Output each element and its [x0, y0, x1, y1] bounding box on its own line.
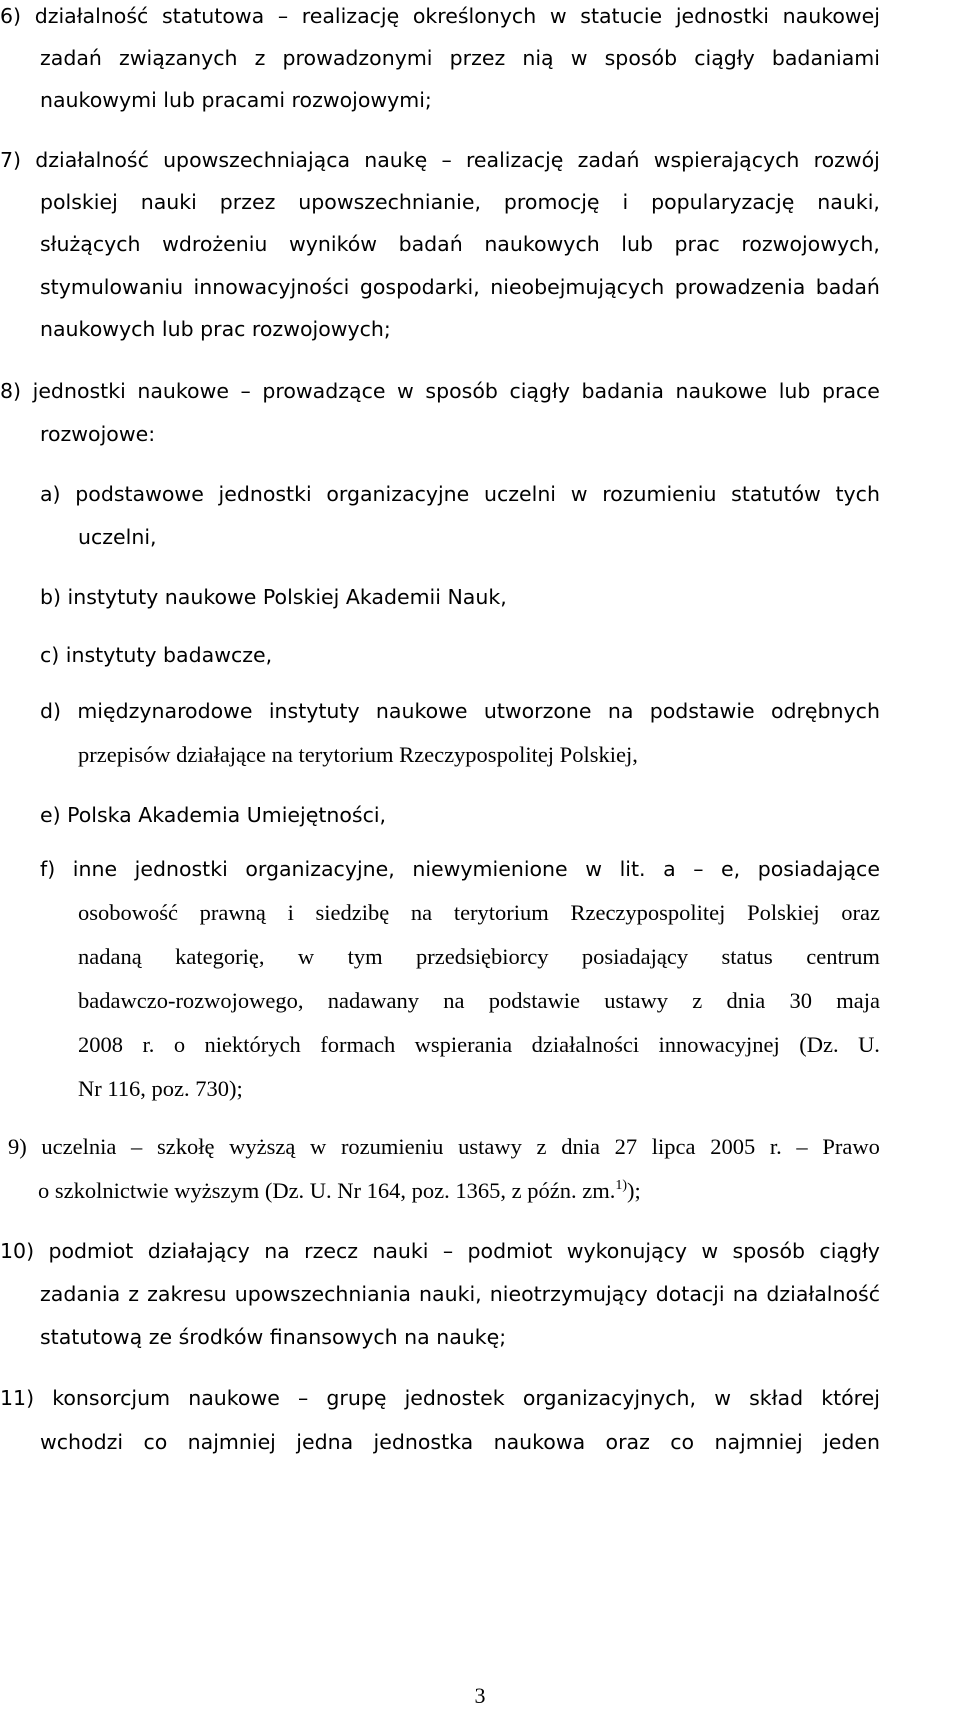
text-line: [40, 1428, 880, 1456]
text-line: [78, 899, 880, 927]
word: nadawany: [327, 988, 419, 1013]
word: sposób: [425, 379, 498, 403]
text-line: uczelni,: [78, 525, 157, 549]
word: –: [441, 148, 452, 172]
word: zakresu: [147, 1282, 227, 1306]
text-line: [40, 480, 880, 508]
word: konsorcjum: [52, 1386, 171, 1410]
word: oraz: [841, 900, 880, 925]
word: grupę: [326, 1386, 387, 1410]
word: –: [442, 1239, 454, 1263]
word: co: [670, 1430, 695, 1454]
word: U.: [858, 1032, 880, 1057]
word: przez: [219, 190, 276, 214]
word: organizacyjnych,: [522, 1386, 697, 1410]
word: tych: [835, 482, 880, 506]
word: a): [40, 482, 61, 506]
word: dotacji: [655, 1282, 725, 1306]
word: niektórych: [204, 1032, 301, 1057]
word: w: [549, 4, 567, 28]
word: w: [714, 1386, 731, 1410]
word: rozumieniu: [340, 1134, 444, 1159]
word: 27: [614, 1134, 638, 1159]
word: posiadające: [757, 857, 880, 881]
text-line: [0, 146, 880, 174]
text-line: Nr 116, poz. 730);: [78, 1076, 243, 1101]
word: podmiot: [48, 1239, 134, 1263]
word: posiadający: [581, 944, 689, 969]
word: centrum: [806, 944, 880, 969]
word: jedna: [296, 1430, 354, 1454]
word: gospodarki,: [359, 275, 480, 299]
word: na: [607, 699, 634, 723]
word: lub: [778, 379, 811, 403]
word: r.: [142, 1032, 155, 1057]
word: 8): [0, 379, 22, 403]
text-line: rozwojowe:: [40, 422, 156, 446]
word: jednostek: [404, 1386, 505, 1410]
word: naukowa: [493, 1430, 586, 1454]
word: realizację: [301, 4, 400, 28]
word: sposób: [732, 1239, 806, 1263]
word: organizacyjne,: [245, 857, 395, 881]
word: nadaną: [78, 944, 142, 969]
word: lit.: [619, 857, 646, 881]
word: ciągły: [694, 46, 755, 70]
word: Prawo: [822, 1134, 880, 1159]
word: siedzibę: [315, 900, 390, 925]
word: stymulowaniu: [40, 275, 184, 299]
word: na: [410, 900, 433, 925]
word: działalność: [35, 148, 149, 172]
word: w: [570, 482, 588, 506]
word: tym: [347, 944, 383, 969]
word: odrębnych: [770, 699, 880, 723]
word: najmniej: [187, 1430, 276, 1454]
word: (Dz.: [799, 1032, 839, 1057]
page-number: 3: [474, 1683, 486, 1708]
word: naukowe: [188, 1386, 280, 1410]
word: dnia: [561, 1134, 600, 1159]
word: zadań: [577, 148, 640, 172]
word: na: [732, 1282, 759, 1306]
text-line: [40, 697, 880, 725]
word: naukowe: [375, 699, 468, 723]
word: międzynarodowe: [77, 699, 253, 723]
word: kategorię,: [175, 944, 265, 969]
word: prowadzonymi: [282, 46, 433, 70]
word: podstawie: [488, 988, 580, 1013]
word: jednostki: [218, 482, 312, 506]
word: lipca: [651, 1134, 696, 1159]
word: działalność: [766, 1282, 880, 1306]
word: jednostka: [373, 1430, 474, 1454]
text-line: statutową ze środków finansowych na naukę;: [40, 1325, 507, 1349]
word: ciągły: [509, 379, 570, 403]
word: w: [397, 379, 414, 403]
word: –: [277, 4, 289, 28]
word: z: [128, 1282, 140, 1306]
word: niewymienione: [412, 857, 568, 881]
word: 11): [0, 1386, 35, 1410]
word: nauki,: [419, 1282, 482, 1306]
word: f): [40, 857, 56, 881]
word: nauki,: [817, 190, 880, 214]
word: naukę: [364, 148, 428, 172]
word: naukowej: [782, 4, 880, 28]
word: utworzone: [483, 699, 592, 723]
word: terytorium: [453, 900, 549, 925]
text-line: [78, 943, 880, 971]
word: z: [692, 988, 703, 1013]
word: badaniami: [771, 46, 880, 70]
word: upowszechniania: [234, 1282, 411, 1306]
word: nauki: [140, 190, 197, 214]
text-line: [78, 1031, 880, 1059]
word: uczelni: [483, 482, 557, 506]
word: –: [297, 1386, 309, 1410]
word: 2005: [710, 1134, 756, 1159]
word: nią: [522, 46, 554, 70]
word: co: [143, 1430, 168, 1454]
word: zadania: [40, 1282, 121, 1306]
word: na: [443, 988, 465, 1013]
word: –: [131, 1134, 143, 1159]
text-segment: );: [627, 1178, 641, 1203]
word: promocję: [503, 190, 600, 214]
word: ciągły: [819, 1239, 880, 1263]
word: w: [570, 46, 588, 70]
word: r.: [769, 1134, 782, 1159]
word: status: [721, 944, 773, 969]
word: oraz: [605, 1430, 650, 1454]
word: jednostki: [32, 379, 126, 403]
word: e,: [721, 857, 741, 881]
word: Polskiej: [747, 900, 820, 925]
word: statutów: [731, 482, 821, 506]
word: 7): [0, 148, 22, 172]
word: d): [40, 699, 62, 723]
text-line: [40, 1280, 880, 1308]
word: formach: [320, 1032, 396, 1057]
text-line: [8, 1133, 880, 1161]
word: najmniej: [714, 1430, 803, 1454]
word: podmiot: [467, 1239, 553, 1263]
word: wdrożeniu: [162, 232, 268, 256]
word: innowacyjnej: [658, 1032, 780, 1057]
text-line: naukowymi lub pracami rozwojowymi;: [40, 88, 432, 112]
word: 9): [8, 1134, 27, 1159]
word: statucie: [580, 4, 663, 28]
text-line: [40, 230, 880, 258]
word: przez: [449, 46, 506, 70]
word: nieobejmujących: [490, 275, 665, 299]
word: maja: [836, 988, 880, 1013]
word: wykonujący: [566, 1239, 687, 1263]
text-line: przepisów działające na terytorium Rzeczypospolitej Polskiej,: [78, 742, 638, 767]
word: upowszechniająca: [163, 148, 351, 172]
text-line: naukowych lub prac rozwojowych;: [40, 317, 391, 341]
word: –: [796, 1134, 808, 1159]
text-line: [38, 1177, 641, 1205]
text-line: [40, 44, 880, 72]
word: badania: [581, 379, 664, 403]
word: wspierających: [653, 148, 800, 172]
text-line: [40, 188, 880, 216]
word: nauki: [372, 1239, 429, 1263]
word: wyników: [288, 232, 378, 256]
word: prowadzące: [262, 379, 386, 403]
word: 6): [0, 4, 22, 28]
word: rozwojowych,: [741, 232, 880, 256]
text-line: [0, 1384, 880, 1412]
word: 30: [789, 988, 812, 1013]
word: podstawowe: [75, 482, 204, 506]
word: –: [693, 857, 704, 881]
word: inne: [72, 857, 118, 881]
word: a: [663, 857, 676, 881]
text-line: [0, 2, 880, 30]
word: 2008: [78, 1032, 123, 1057]
word: osobowość: [78, 900, 178, 925]
word: dnia: [726, 988, 766, 1013]
word: wchodzi: [40, 1430, 124, 1454]
word: ustawy: [604, 988, 668, 1013]
word: rozwój: [813, 148, 880, 172]
word: nieotrzymujący: [489, 1282, 648, 1306]
word: prawną: [199, 900, 266, 925]
word: uczelnia: [41, 1134, 117, 1159]
word: ustawy: [458, 1134, 522, 1159]
text-line: [78, 987, 880, 1015]
word: lub: [621, 232, 653, 256]
word: określonych: [412, 4, 537, 28]
word: wyższą: [229, 1134, 296, 1159]
word: zadań: [40, 46, 102, 70]
word: –: [240, 379, 251, 403]
footnote-ref: 1): [615, 1178, 628, 1193]
text-line: [0, 377, 880, 405]
word: i: [622, 190, 629, 214]
word: wspierania: [414, 1032, 513, 1057]
word: prace: [822, 379, 880, 403]
word: rozumieniu: [602, 482, 717, 506]
word: w: [701, 1239, 719, 1263]
word: badawczo-rozwojowego,: [78, 988, 304, 1013]
word: prowadzenia: [674, 275, 806, 299]
word: rzecz: [304, 1239, 358, 1263]
word: na: [264, 1239, 290, 1263]
word: upowszechnianie,: [298, 190, 481, 214]
word: z: [536, 1134, 547, 1159]
word: której: [821, 1386, 880, 1410]
word: naukowe: [675, 379, 768, 403]
word: statutowa: [161, 4, 265, 28]
word: i: [287, 900, 294, 925]
word: w: [310, 1134, 327, 1159]
word: podstawie: [649, 699, 755, 723]
word: szkołę: [156, 1134, 215, 1159]
text-line: [0, 1237, 880, 1265]
word: polskiej: [40, 190, 118, 214]
word: w: [297, 944, 315, 969]
word: działający: [147, 1239, 250, 1263]
word: z: [254, 46, 266, 70]
word: realizację: [465, 148, 564, 172]
word: popularyzację: [651, 190, 795, 214]
word: sposób: [604, 46, 678, 70]
text-segment: o szkolnictwie wyższym (Dz. U. Nr 164, poz. 1365, z późn. zm.: [38, 1178, 616, 1203]
word: innowacyjności: [193, 275, 350, 299]
word: naukowe: [137, 379, 229, 403]
text-line: b) instytuty naukowe Polskiej Akademii Nauk,: [40, 585, 507, 609]
word: organizacyjne: [326, 482, 470, 506]
word: działalność: [34, 4, 149, 28]
word: jednostki: [675, 4, 769, 28]
word: związanych: [119, 46, 238, 70]
text-line: e) Polska Akademia Umiejętności,: [40, 803, 387, 827]
word: Rzeczypospolitej: [570, 900, 726, 925]
word: naukowych: [484, 232, 600, 256]
word: badań: [815, 275, 880, 299]
word: instytuty: [268, 699, 360, 723]
text-line: c) instytuty badawcze,: [40, 643, 273, 667]
word: w: [585, 857, 602, 881]
text-line: [40, 273, 880, 301]
text-line: [40, 855, 880, 883]
word: jednostki: [134, 857, 228, 881]
word: o: [173, 1032, 186, 1057]
word: służących: [40, 232, 141, 256]
word: 10): [0, 1239, 35, 1263]
word: skład: [749, 1386, 804, 1410]
word: badań: [398, 232, 463, 256]
word: działalności: [531, 1032, 640, 1057]
word: przedsiębiorcy: [416, 944, 549, 969]
word: jeden: [823, 1430, 880, 1454]
word: prac: [674, 232, 720, 256]
